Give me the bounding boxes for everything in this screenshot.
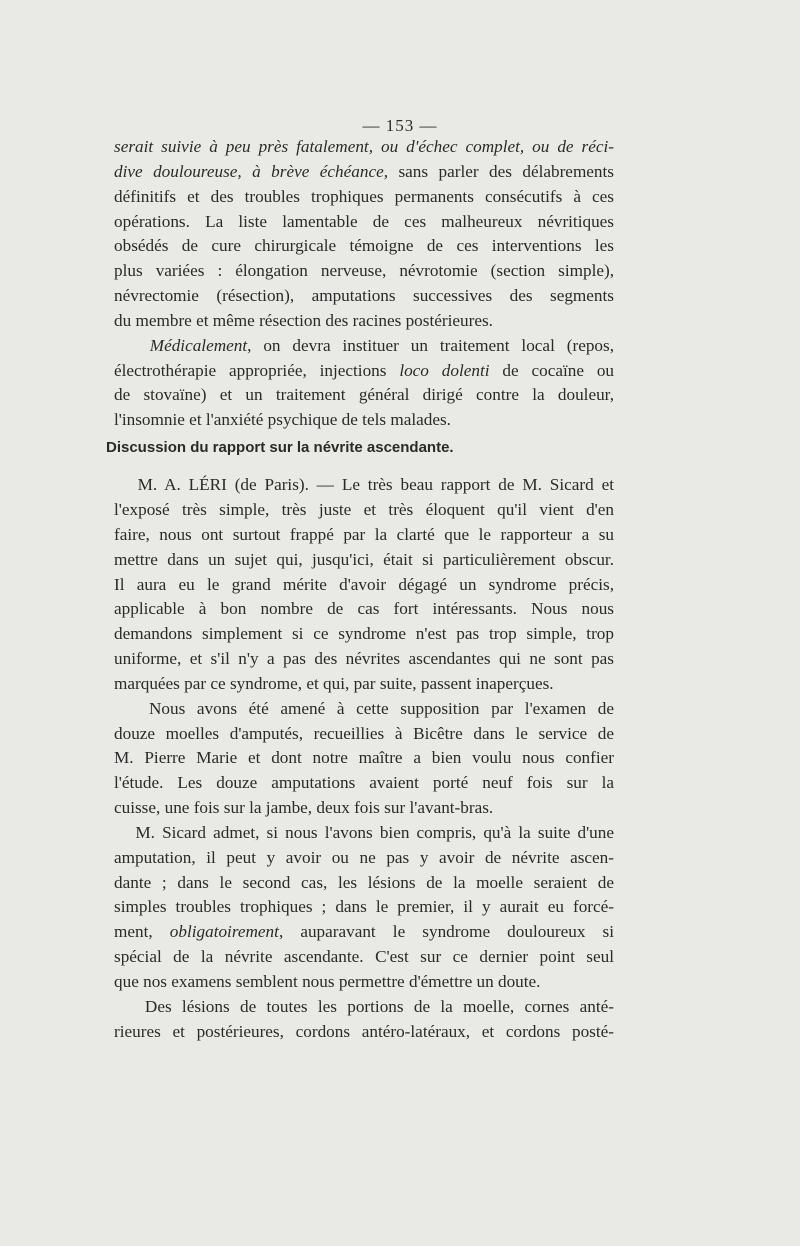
text-line [114, 573, 614, 598]
text-segment: que nos examens semblent nous permettre d'émettre un doute. [114, 972, 541, 991]
page-number: — 153 — [362, 116, 438, 135]
text-line [114, 284, 614, 309]
section-heading: Discussion du rapport sur la névrite ascendante. [106, 439, 454, 457]
text-line [114, 498, 614, 523]
text-line [114, 622, 614, 647]
text-line [114, 846, 614, 871]
text-segment: M. Sicard admet, si nous l'avons bien compris, qu'à la suite d'une [114, 822, 614, 842]
body-text [106, 135, 615, 1045]
text-segment: mettre dans un sujet qui, jusqu'ici, était si particulièrement obscur. [114, 549, 614, 569]
text-line [114, 771, 614, 796]
text-line [114, 334, 614, 359]
text-segment: uniforme, et s'il n'y a pas des névrites ascendantes qui ne sont pas [114, 649, 614, 669]
text-segment: douze moelles d'amputés, recueillies à Bicêtre dans le service de [114, 723, 614, 743]
paragraph [114, 135, 614, 334]
text-line [114, 160, 614, 185]
italic-text: loco dolenti [399, 360, 490, 380]
text-segment: Il aura eu le grand mérite d'avoir dégagé un syndrome précis, [114, 574, 614, 594]
italic-text: dive douloureuse, à brève échéance [114, 161, 384, 181]
text-segment: amputation, il peut y avoir ou ne pas y avoir de névrite ascen- [114, 847, 614, 867]
text-segment: de stovaïne) et un traitement général dirigé contre la douleur, [114, 385, 614, 405]
text-segment: l'étude. Les douze amputations avaient porté neuf fois sur la [114, 773, 614, 793]
italic-text: serait suivie à peu près fatalement, ou d'échec complet, ou de réci- [114, 137, 614, 156]
text-segment: de cocaïne ou [489, 360, 615, 380]
text-segment: applicable à bon nombre de cas fort intéressants. Nous nous [114, 599, 614, 619]
text-segment: névrectomie (résection), amputations successives des segments [114, 286, 614, 306]
text-segment: M. Pierre Marie et dont notre maître a bien voulu nous confier [114, 748, 614, 768]
text-segment: Nous avons été amené à cette supposition par l'examen de [114, 698, 614, 718]
text-line [114, 796, 614, 821]
paragraph [114, 697, 614, 821]
text-segment: l'exposé très simple, très juste et très éloquent qu'il vient d'en [114, 499, 614, 519]
text-segment: plus variées : élongation nerveuse, névrotomie (section simple), [114, 261, 614, 281]
text-line [114, 995, 614, 1020]
text-line [114, 970, 614, 995]
text-segment: ment, [114, 922, 170, 942]
text-line [114, 697, 614, 722]
text-line [114, 597, 614, 622]
text-segment: marquées par ce syndrome, et qui, par suite, passent inaperçues. [114, 673, 554, 693]
text-line [114, 895, 614, 920]
text-segment: simples troubles trophiques ; dans le premier, il y aurait eu forcé- [114, 897, 614, 917]
text-line [114, 210, 614, 235]
paragraph [114, 473, 614, 697]
text-segment: opérations. La liste lamentable de ces malheureux névritiques [114, 211, 614, 231]
text-segment: , auparavant le syndrome douloureux si [278, 922, 615, 942]
text-line [114, 259, 614, 284]
text-segment: , on devra instituer un traitement local (repos, [247, 335, 615, 355]
paragraph [114, 995, 614, 1045]
text-segment: dante ; dans le second cas, les lésions de la moelle seraient de [114, 872, 614, 892]
text-segment: cuisse, une fois sur la jambe, deux fois sur l'avant-bras. [114, 798, 494, 818]
text-line [114, 473, 614, 498]
text-line [114, 920, 614, 945]
text-line [114, 359, 614, 384]
text-line [114, 1020, 614, 1045]
text-segment: définitifs et des troubles trophiques permanents consécutifs à ces [114, 186, 614, 206]
italic-text: obligatoirement [169, 922, 279, 942]
text-line [114, 945, 614, 970]
paragraph [114, 334, 614, 433]
text-segment: électrothérapie appropriée, injections [114, 360, 400, 380]
text-line [114, 383, 614, 408]
text-line [114, 722, 614, 747]
text-segment: l'insomnie et l'anxiété psychique de tels malades. [114, 410, 451, 430]
text-line [114, 548, 614, 573]
text-line [114, 185, 614, 210]
text-segment: rieures et postérieures, cordons antéro-latéraux, et cordons posté- [114, 1021, 614, 1041]
text-segment: , sans parler des délabrements [383, 161, 614, 181]
text-line [114, 408, 614, 433]
text-segment: M. A. LÉRI (de Paris). — Le très beau rapport de M. Sicard et [114, 475, 614, 495]
text-segment: obsédés de cure chirurgicale témoigne de ces interventions les [114, 236, 614, 256]
text-line [114, 234, 614, 259]
text-line [114, 309, 614, 334]
text-line [114, 523, 614, 548]
text-line [114, 746, 614, 771]
text-segment [114, 336, 150, 355]
text-segment: demandons simplement si ce syndrome n'est pas trop simple, trop [114, 624, 614, 644]
italic-text: Médicalement [149, 335, 248, 355]
text-line [114, 135, 614, 160]
paragraph [114, 821, 614, 995]
text-segment: spécial de la névrite ascendante. C'est sur ce dernier point seul [114, 947, 614, 967]
text-line [114, 647, 614, 672]
text-segment: faire, nous ont surtout frappé par la clarté que le rapporteur a su [114, 524, 614, 544]
text-line [114, 821, 614, 846]
text-line [114, 672, 614, 697]
text-segment: du membre et même résection des racines postérieures. [114, 310, 493, 330]
text-line [114, 871, 614, 896]
text-segment: Des lésions de toutes les portions de la moelle, cornes anté- [114, 996, 614, 1016]
